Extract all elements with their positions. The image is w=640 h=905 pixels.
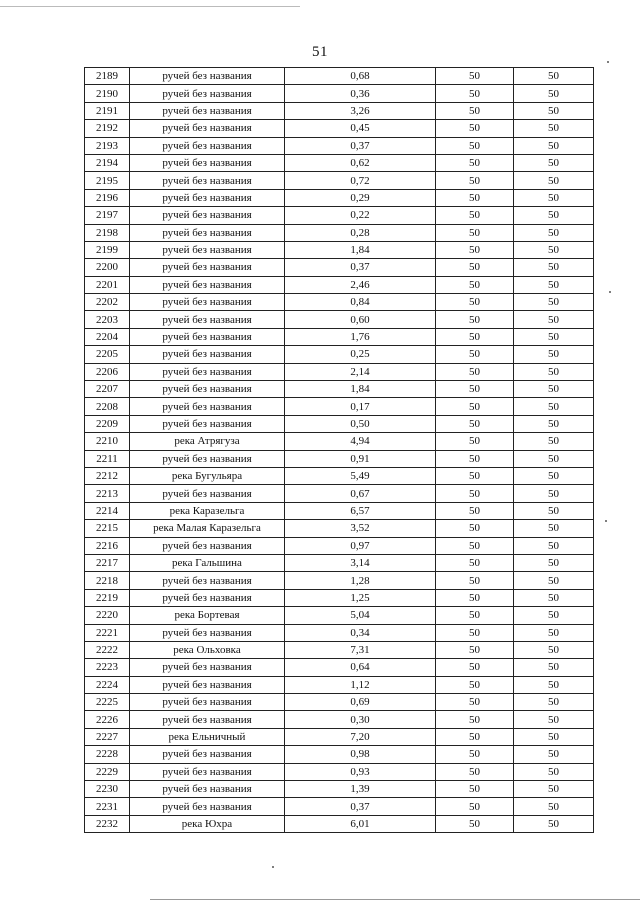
coastal-strip-cell: 50 — [514, 172, 594, 189]
table-row — [85, 346, 594, 363]
protection-zone-cell: 50 — [436, 241, 514, 258]
protection-zone-cell: 50 — [436, 711, 514, 728]
table-row — [85, 172, 594, 189]
protection-zone-cell: 50 — [436, 659, 514, 676]
row-number-cell: 2228 — [85, 746, 130, 763]
length-km-cell: 3,14 — [285, 554, 436, 571]
table-row — [85, 154, 594, 171]
protection-zone-cell: 50 — [436, 502, 514, 519]
length-km-cell: 7,31 — [285, 641, 436, 658]
table-row — [85, 763, 594, 780]
water-body-name-cell: ручей без названия — [130, 485, 285, 502]
protection-zone-cell: 50 — [436, 224, 514, 241]
length-km-cell: 0,62 — [285, 154, 436, 171]
protection-zone-cell: 50 — [436, 154, 514, 171]
coastal-strip-cell: 50 — [514, 363, 594, 380]
water-body-name-cell: река Гальшина — [130, 554, 285, 571]
protection-zone-cell: 50 — [436, 763, 514, 780]
coastal-strip-cell: 50 — [514, 381, 594, 398]
table-row — [85, 241, 594, 258]
row-number-cell: 2206 — [85, 363, 130, 380]
scan-speck — [272, 866, 274, 868]
scan-speck — [605, 520, 607, 522]
row-number-cell: 2227 — [85, 728, 130, 745]
row-number-cell: 2232 — [85, 815, 130, 832]
protection-zone-cell: 50 — [436, 589, 514, 606]
table-row — [85, 607, 594, 624]
protection-zone-cell: 50 — [436, 346, 514, 363]
row-number-cell: 2210 — [85, 433, 130, 450]
coastal-strip-cell: 50 — [514, 815, 594, 832]
length-km-cell: 3,26 — [285, 102, 436, 119]
water-body-name-cell: ручей без названия — [130, 241, 285, 258]
scan-edge-bottom — [150, 899, 640, 900]
coastal-strip-cell: 50 — [514, 641, 594, 658]
length-km-cell: 0,25 — [285, 346, 436, 363]
row-number-cell: 2211 — [85, 450, 130, 467]
length-km-cell: 0,84 — [285, 294, 436, 311]
length-km-cell: 6,01 — [285, 815, 436, 832]
water-body-name-cell: ручей без названия — [130, 398, 285, 415]
table-row — [85, 728, 594, 745]
protection-zone-cell: 50 — [436, 120, 514, 137]
protection-zone-cell: 50 — [436, 728, 514, 745]
coastal-strip-cell: 50 — [514, 68, 594, 85]
protection-zone-cell: 50 — [436, 798, 514, 815]
water-body-name-cell: ручей без названия — [130, 798, 285, 815]
water-body-name-cell: ручей без названия — [130, 207, 285, 224]
length-km-cell: 1,28 — [285, 572, 436, 589]
protection-zone-cell: 50 — [436, 520, 514, 537]
table-row — [85, 85, 594, 102]
length-km-cell: 0,34 — [285, 624, 436, 641]
row-number-cell: 2219 — [85, 589, 130, 606]
table-row — [85, 328, 594, 345]
row-number-cell: 2195 — [85, 172, 130, 189]
table-row — [85, 433, 594, 450]
coastal-strip-cell: 50 — [514, 450, 594, 467]
table-row — [85, 711, 594, 728]
scan-speck — [609, 291, 611, 293]
length-km-cell: 0,68 — [285, 68, 436, 85]
protection-zone-cell: 50 — [436, 781, 514, 798]
table-row — [85, 450, 594, 467]
table-row — [85, 676, 594, 693]
protection-zone-cell: 50 — [436, 572, 514, 589]
protection-zone-cell: 50 — [436, 85, 514, 102]
table-row — [85, 415, 594, 432]
length-km-cell: 5,04 — [285, 607, 436, 624]
length-km-cell: 6,57 — [285, 502, 436, 519]
protection-zone-cell: 50 — [436, 259, 514, 276]
table-row — [85, 381, 594, 398]
protection-zone-cell: 50 — [436, 363, 514, 380]
water-body-name-cell: река Ольховка — [130, 641, 285, 658]
table-row — [85, 502, 594, 519]
table-row — [85, 624, 594, 641]
water-body-name-cell: ручей без названия — [130, 172, 285, 189]
coastal-strip-cell: 50 — [514, 328, 594, 345]
table-row — [85, 467, 594, 484]
coastal-strip-cell: 50 — [514, 798, 594, 815]
water-body-name-cell: река Ельничный — [130, 728, 285, 745]
protection-zone-cell: 50 — [436, 68, 514, 85]
row-number-cell: 2215 — [85, 520, 130, 537]
length-km-cell: 0,97 — [285, 537, 436, 554]
coastal-strip-cell: 50 — [514, 433, 594, 450]
coastal-strip-cell: 50 — [514, 537, 594, 554]
row-number-cell: 2213 — [85, 485, 130, 502]
table-row — [85, 259, 594, 276]
water-body-name-cell: ручей без названия — [130, 694, 285, 711]
row-number-cell: 2196 — [85, 189, 130, 206]
table-row — [85, 137, 594, 154]
table-body — [85, 68, 594, 833]
row-number-cell: 2199 — [85, 241, 130, 258]
table-row — [85, 276, 594, 293]
water-body-table — [84, 67, 594, 833]
table-row — [85, 311, 594, 328]
table-row — [85, 554, 594, 571]
table-row — [85, 641, 594, 658]
water-body-name-cell: ручей без названия — [130, 676, 285, 693]
row-number-cell: 2216 — [85, 537, 130, 554]
water-body-name-cell: ручей без названия — [130, 346, 285, 363]
row-number-cell: 2202 — [85, 294, 130, 311]
coastal-strip-cell: 50 — [514, 294, 594, 311]
protection-zone-cell: 50 — [436, 102, 514, 119]
coastal-strip-cell: 50 — [514, 467, 594, 484]
water-body-name-cell: ручей без названия — [130, 572, 285, 589]
coastal-strip-cell: 50 — [514, 207, 594, 224]
length-km-cell: 1,12 — [285, 676, 436, 693]
row-number-cell: 2200 — [85, 259, 130, 276]
coastal-strip-cell: 50 — [514, 502, 594, 519]
length-km-cell: 0,28 — [285, 224, 436, 241]
row-number-cell: 2231 — [85, 798, 130, 815]
coastal-strip-cell: 50 — [514, 589, 594, 606]
length-km-cell: 1,25 — [285, 589, 436, 606]
water-body-name-cell: ручей без названия — [130, 659, 285, 676]
water-body-name-cell: ручей без названия — [130, 381, 285, 398]
table-row — [85, 485, 594, 502]
table-row — [85, 781, 594, 798]
table-row — [85, 294, 594, 311]
row-number-cell: 2191 — [85, 102, 130, 119]
length-km-cell: 1,39 — [285, 781, 436, 798]
coastal-strip-cell: 50 — [514, 763, 594, 780]
table-row — [85, 815, 594, 832]
coastal-strip-cell: 50 — [514, 415, 594, 432]
row-number-cell: 2205 — [85, 346, 130, 363]
protection-zone-cell: 50 — [436, 676, 514, 693]
coastal-strip-cell: 50 — [514, 676, 594, 693]
protection-zone-cell: 50 — [436, 694, 514, 711]
protection-zone-cell: 50 — [436, 746, 514, 763]
scan-edge-top — [0, 6, 300, 7]
length-km-cell: 1,84 — [285, 381, 436, 398]
length-km-cell: 1,76 — [285, 328, 436, 345]
water-body-name-cell: ручей без названия — [130, 137, 285, 154]
water-body-name-cell: ручей без названия — [130, 294, 285, 311]
water-body-name-cell: ручей без названия — [130, 363, 285, 380]
protection-zone-cell: 50 — [436, 311, 514, 328]
water-body-name-cell: ручей без названия — [130, 224, 285, 241]
table-row — [85, 746, 594, 763]
protection-zone-cell: 50 — [436, 415, 514, 432]
protection-zone-cell: 50 — [436, 641, 514, 658]
row-number-cell: 2201 — [85, 276, 130, 293]
protection-zone-cell: 50 — [436, 485, 514, 502]
table-row — [85, 572, 594, 589]
coastal-strip-cell: 50 — [514, 485, 594, 502]
coastal-strip-cell: 50 — [514, 781, 594, 798]
protection-zone-cell: 50 — [436, 137, 514, 154]
row-number-cell: 2209 — [85, 415, 130, 432]
row-number-cell: 2192 — [85, 120, 130, 137]
row-number-cell: 2190 — [85, 85, 130, 102]
row-number-cell: 2218 — [85, 572, 130, 589]
table-row — [85, 520, 594, 537]
page-number: 51 — [312, 44, 328, 60]
table-row — [85, 68, 594, 85]
scan-speck — [607, 61, 609, 63]
length-km-cell: 0,17 — [285, 398, 436, 415]
protection-zone-cell: 50 — [436, 398, 514, 415]
coastal-strip-cell: 50 — [514, 572, 594, 589]
protection-zone-cell: 50 — [436, 172, 514, 189]
length-km-cell: 0,37 — [285, 798, 436, 815]
water-body-name-cell: река Каразельга — [130, 502, 285, 519]
table-row — [85, 207, 594, 224]
length-km-cell: 0,69 — [285, 694, 436, 711]
length-km-cell: 0,50 — [285, 415, 436, 432]
protection-zone-cell: 50 — [436, 450, 514, 467]
protection-zone-cell: 50 — [436, 607, 514, 624]
row-number-cell: 2198 — [85, 224, 130, 241]
coastal-strip-cell: 50 — [514, 711, 594, 728]
table-row — [85, 694, 594, 711]
water-body-name-cell: река Бугульяра — [130, 467, 285, 484]
water-body-name-cell: ручей без названия — [130, 746, 285, 763]
protection-zone-cell: 50 — [436, 433, 514, 450]
coastal-strip-cell: 50 — [514, 154, 594, 171]
row-number-cell: 2230 — [85, 781, 130, 798]
coastal-strip-cell: 50 — [514, 224, 594, 241]
row-number-cell: 2203 — [85, 311, 130, 328]
length-km-cell: 0,93 — [285, 763, 436, 780]
row-number-cell: 2225 — [85, 694, 130, 711]
length-km-cell: 0,30 — [285, 711, 436, 728]
water-body-name-cell: ручей без названия — [130, 711, 285, 728]
coastal-strip-cell: 50 — [514, 189, 594, 206]
coastal-strip-cell: 50 — [514, 728, 594, 745]
row-number-cell: 2217 — [85, 554, 130, 571]
water-body-name-cell: ручей без названия — [130, 189, 285, 206]
water-body-name-cell: река Атрягуза — [130, 433, 285, 450]
length-km-cell: 2,14 — [285, 363, 436, 380]
row-number-cell: 2226 — [85, 711, 130, 728]
length-km-cell: 0,67 — [285, 485, 436, 502]
row-number-cell: 2193 — [85, 137, 130, 154]
row-number-cell: 2212 — [85, 467, 130, 484]
table-row — [85, 102, 594, 119]
row-number-cell: 2197 — [85, 207, 130, 224]
row-number-cell: 2229 — [85, 763, 130, 780]
length-km-cell: 5,49 — [285, 467, 436, 484]
coastal-strip-cell: 50 — [514, 276, 594, 293]
water-body-name-cell: ручей без названия — [130, 781, 285, 798]
protection-zone-cell: 50 — [436, 189, 514, 206]
row-number-cell: 2222 — [85, 641, 130, 658]
length-km-cell: 1,84 — [285, 241, 436, 258]
coastal-strip-cell: 50 — [514, 554, 594, 571]
water-body-name-cell: ручей без названия — [130, 154, 285, 171]
row-number-cell: 2194 — [85, 154, 130, 171]
water-body-name-cell: ручей без названия — [130, 415, 285, 432]
length-km-cell: 0,37 — [285, 259, 436, 276]
coastal-strip-cell: 50 — [514, 259, 594, 276]
water-body-name-cell: ручей без названия — [130, 120, 285, 137]
table-row — [85, 589, 594, 606]
table-row — [85, 120, 594, 137]
row-number-cell: 2223 — [85, 659, 130, 676]
length-km-cell: 0,64 — [285, 659, 436, 676]
row-number-cell: 2207 — [85, 381, 130, 398]
length-km-cell: 0,45 — [285, 120, 436, 137]
coastal-strip-cell: 50 — [514, 607, 594, 624]
coastal-strip-cell: 50 — [514, 85, 594, 102]
coastal-strip-cell: 50 — [514, 746, 594, 763]
water-body-name-cell: ручей без названия — [130, 276, 285, 293]
row-number-cell: 2220 — [85, 607, 130, 624]
coastal-strip-cell: 50 — [514, 137, 594, 154]
length-km-cell: 0,29 — [285, 189, 436, 206]
row-number-cell: 2224 — [85, 676, 130, 693]
row-number-cell: 2204 — [85, 328, 130, 345]
protection-zone-cell: 50 — [436, 554, 514, 571]
row-number-cell: 2189 — [85, 68, 130, 85]
water-body-name-cell: ручей без названия — [130, 450, 285, 467]
table-row — [85, 224, 594, 241]
length-km-cell: 0,91 — [285, 450, 436, 467]
water-body-name-cell: ручей без названия — [130, 311, 285, 328]
water-body-name-cell: ручей без названия — [130, 102, 285, 119]
length-km-cell: 3,52 — [285, 520, 436, 537]
coastal-strip-cell: 50 — [514, 398, 594, 415]
length-km-cell: 0,72 — [285, 172, 436, 189]
table-row — [85, 798, 594, 815]
length-km-cell: 4,94 — [285, 433, 436, 450]
protection-zone-cell: 50 — [436, 381, 514, 398]
protection-zone-cell: 50 — [436, 467, 514, 484]
table-row — [85, 537, 594, 554]
protection-zone-cell: 50 — [436, 294, 514, 311]
water-body-name-cell: ручей без названия — [130, 68, 285, 85]
length-km-cell: 0,37 — [285, 137, 436, 154]
length-km-cell: 0,36 — [285, 85, 436, 102]
length-km-cell: 2,46 — [285, 276, 436, 293]
length-km-cell: 0,22 — [285, 207, 436, 224]
water-body-name-cell: ручей без названия — [130, 624, 285, 641]
table-row — [85, 398, 594, 415]
protection-zone-cell: 50 — [436, 207, 514, 224]
water-body-name-cell: ручей без названия — [130, 589, 285, 606]
coastal-strip-cell: 50 — [514, 346, 594, 363]
water-body-name-cell: ручей без названия — [130, 85, 285, 102]
table-row — [85, 659, 594, 676]
coastal-strip-cell: 50 — [514, 624, 594, 641]
coastal-strip-cell: 50 — [514, 241, 594, 258]
water-body-name-cell: ручей без названия — [130, 259, 285, 276]
coastal-strip-cell: 50 — [514, 311, 594, 328]
water-body-name-cell: ручей без названия — [130, 763, 285, 780]
water-body-name-cell: река Юхра — [130, 815, 285, 832]
row-number-cell: 2221 — [85, 624, 130, 641]
protection-zone-cell: 50 — [436, 537, 514, 554]
table-row — [85, 189, 594, 206]
coastal-strip-cell: 50 — [514, 694, 594, 711]
protection-zone-cell: 50 — [436, 328, 514, 345]
coastal-strip-cell: 50 — [514, 102, 594, 119]
coastal-strip-cell: 50 — [514, 659, 594, 676]
protection-zone-cell: 50 — [436, 624, 514, 641]
row-number-cell: 2214 — [85, 502, 130, 519]
coastal-strip-cell: 50 — [514, 520, 594, 537]
protection-zone-cell: 50 — [436, 815, 514, 832]
water-body-name-cell: ручей без названия — [130, 328, 285, 345]
coastal-strip-cell: 50 — [514, 120, 594, 137]
protection-zone-cell: 50 — [436, 276, 514, 293]
table-row — [85, 363, 594, 380]
water-body-name-cell: река Малая Каразельга — [130, 520, 285, 537]
length-km-cell: 0,60 — [285, 311, 436, 328]
row-number-cell: 2208 — [85, 398, 130, 415]
water-body-name-cell: ручей без названия — [130, 537, 285, 554]
length-km-cell: 0,98 — [285, 746, 436, 763]
length-km-cell: 7,20 — [285, 728, 436, 745]
water-body-name-cell: река Бортевая — [130, 607, 285, 624]
